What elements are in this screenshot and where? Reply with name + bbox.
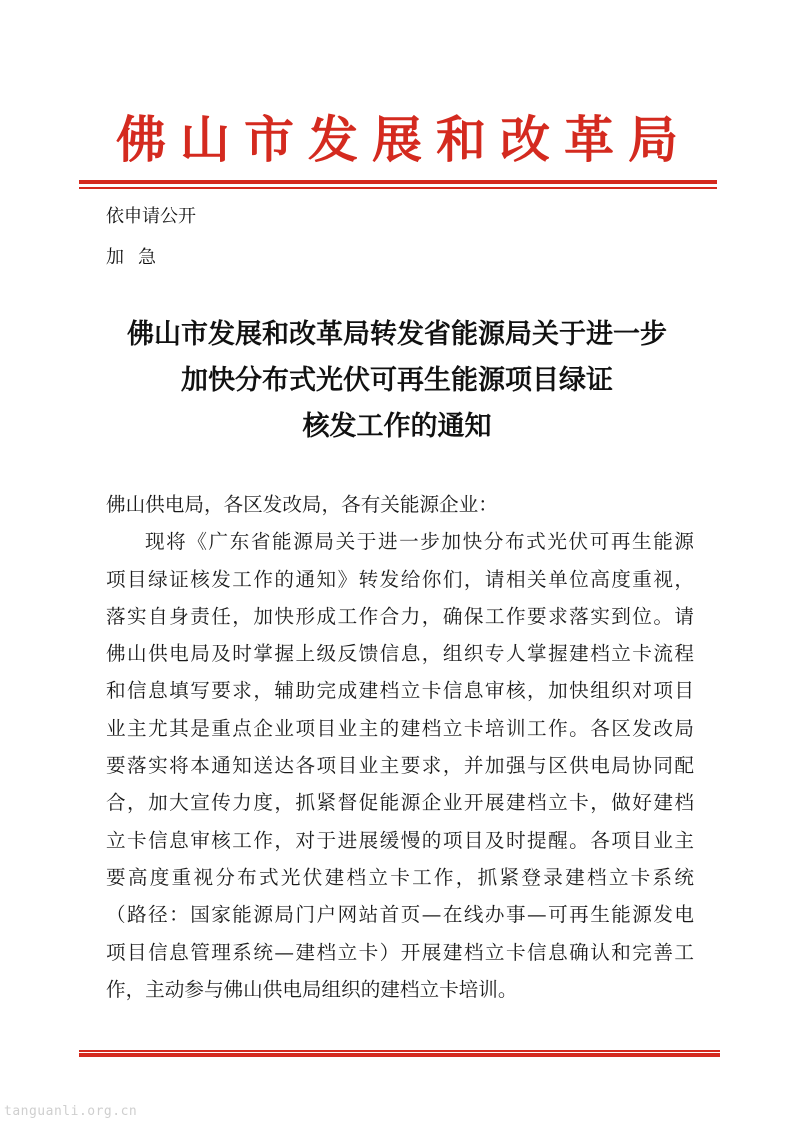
body-line: 业主尤其是重点企业项目业主的建档立卡培训工作。各区发改局	[106, 716, 694, 740]
body-line: 佛山供电局及时掌握上级反馈信息，组织专人掌握建档立卡流程	[106, 642, 694, 666]
issuing-organization-header: 佛山市发展和改革局	[116, 110, 692, 169]
salutation: 佛山供电局，各区发改局，各有关能源企业：	[106, 493, 498, 516]
body-line: 合，加大宣传力度，抓紧督促能源企业开展建档立卡，做好建档	[106, 791, 694, 815]
body-line: 作，主动参与佛山供电局组织的建档立卡培训。	[106, 977, 518, 1001]
body-line: （路径：国家能源局门户网站首页—在线办事—可再生能源发电	[106, 903, 694, 927]
body-line: 项目绿证核发工作的通知》转发给你们，请相关单位高度重视，	[106, 567, 694, 591]
footer-rule-thick	[79, 1053, 720, 1057]
urgency-level: 加急	[106, 247, 170, 268]
body-line: 和信息填写要求，辅助完成建档立卡信息审核，加快组织对项目	[106, 679, 694, 703]
body-line: 落实自身责任，加快形成工作合力，确保工作要求落实到位。请	[106, 604, 694, 628]
body-line: 要高度重视分布式光伏建档立卡工作，抓紧登录建档立卡系统	[106, 865, 694, 889]
footer-red-rule	[79, 1050, 720, 1058]
body-line: 项目信息管理系统—建档立卡）开展建档立卡信息确认和完善工	[106, 940, 694, 964]
header-rule-thick	[79, 180, 717, 184]
header-rule-thin	[79, 187, 717, 189]
document-title-line: 核发工作的通知	[302, 411, 492, 442]
footer-rule-thin	[79, 1050, 720, 1052]
body-line: 要落实将本通知送达各项目业主要求，并加强与区供电局协同配	[106, 754, 694, 778]
document-title	[0, 312, 794, 450]
site-watermark: tanguanli.org.cn	[4, 1104, 138, 1119]
document-title-line: 加快分布式光伏可再生能源项目绿证	[181, 365, 613, 396]
document-body	[106, 486, 694, 1008]
header-red-rule	[79, 180, 717, 190]
disclosure-type: 依申请公开	[106, 206, 196, 227]
body-line: 立卡信息审核工作，对于进展缓慢的项目及时提醒。各项目业主	[106, 828, 694, 852]
body-line: 现将《广东省能源局关于进一步加快分布式光伏可再生能源	[145, 530, 694, 554]
document-title-line: 佛山市发展和改革局转发省能源局关于进一步	[127, 319, 667, 350]
